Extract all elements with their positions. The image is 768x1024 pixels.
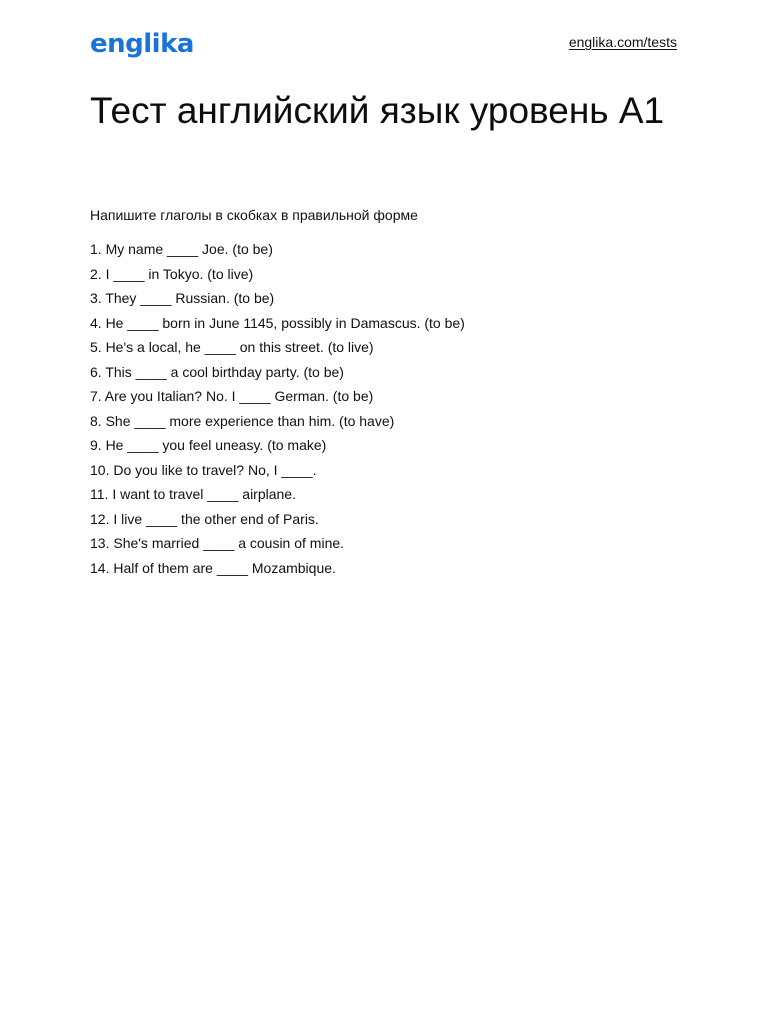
question-item: 1. My name ____ Joe. (to be) [90,241,273,257]
question-item: 10. Do you like to travel? No, I ____. [90,461,317,478]
question-item: 5. He's a local, he ____ on this street. (to live) [90,339,374,355]
exercise-instruction: Напишите глаголы в скобках в правильной форме [90,207,418,223]
englika-logo[interactable]: englika [90,29,194,59]
question-item: 14. Half of them are ____ Mozambique. [90,559,336,576]
question-item: 2. I ____ in Tokyo. (to live) [90,265,254,282]
question-item: 13. She's married ____ a cousin of mine. [90,535,345,551]
page-title: Тест английский язык уровень А1 [90,90,665,131]
question-item: 8. She ____ more experience than him. (to have) [90,412,395,429]
question-item: 7. Are you Italian? No. I ____ German. (to be) [90,388,374,404]
question-item: 4. He ____ born in June 1145, possibly in Damascus. (to be) [90,314,465,331]
question-item: 9. He ____ you feel uneasy. (to make) [90,437,327,453]
question-list [90,237,465,580]
question-item: 3. They ____ Russian. (to be) [90,290,275,306]
question-item: 6. This ____ a cool birthday party. (to be) [90,363,344,380]
question-item: 12. I live ____ the other end of Paris. [90,510,319,527]
question-item: 11. I want to travel ____ airplane. [90,486,296,502]
site-link[interactable]: englika.com/tests [568,34,677,50]
